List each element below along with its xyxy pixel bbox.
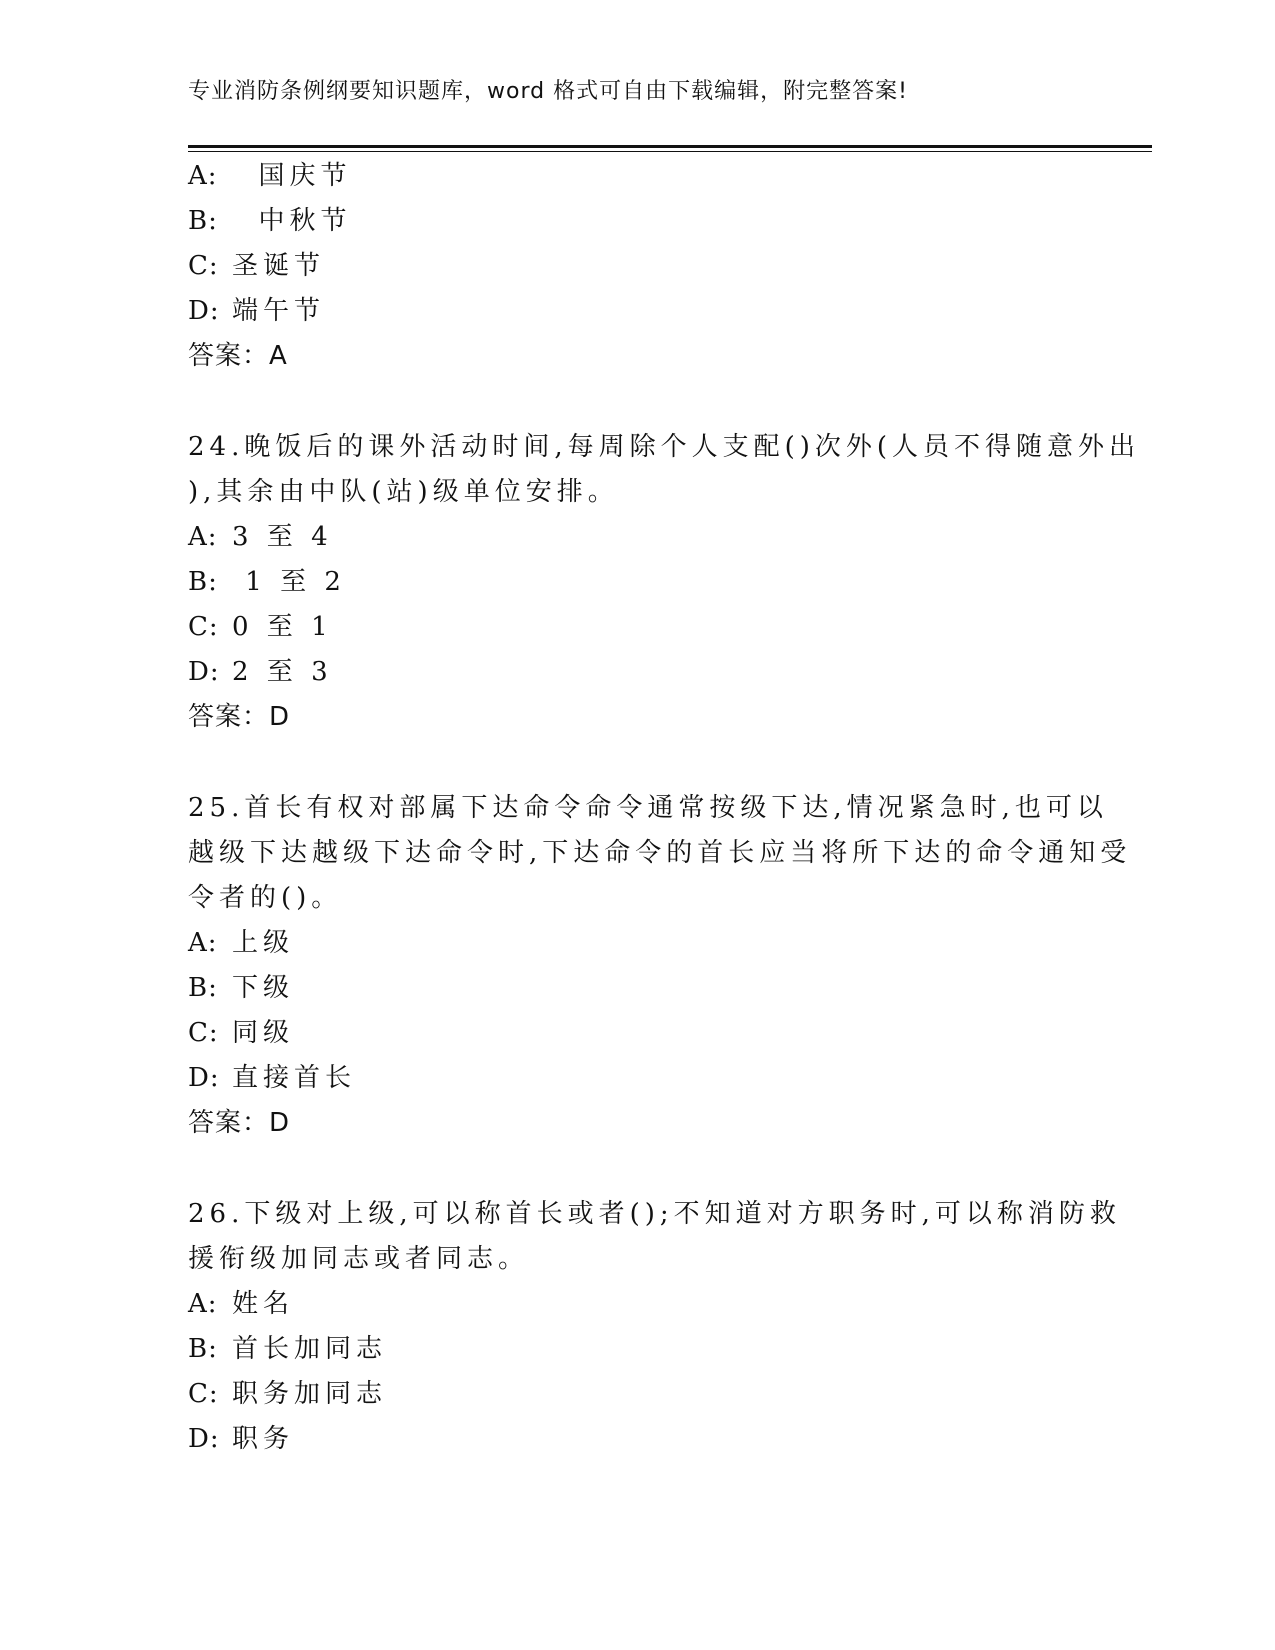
option-letter: B: — [188, 206, 218, 236]
option-text: 中秋节 — [232, 206, 352, 236]
option-letter: C: — [188, 1018, 219, 1048]
option-b — [188, 972, 294, 1004]
page-header: 专业消防条例纲要知识题库，word 格式可自由下载编辑，附完整答案! — [188, 79, 908, 104]
option-text: 1 至 2 — [232, 567, 346, 597]
option-letter: C: — [188, 251, 219, 281]
option-letter: B: — [188, 973, 218, 1003]
option-d — [188, 1423, 294, 1455]
question-text: 26.下级对上级,可以称首长或者();不知道对方职务时,可以称消防救 — [188, 1199, 1121, 1229]
option-a — [188, 1288, 294, 1320]
option-letter: C: — [188, 612, 219, 642]
option-letter: A: — [188, 1289, 218, 1319]
option-c — [188, 250, 325, 282]
option-text: 直接首长 — [232, 1063, 357, 1093]
option-letter: D: — [188, 657, 220, 687]
option-letter: D: — [188, 1063, 220, 1093]
option-letter: B: — [188, 567, 218, 597]
option-c — [188, 1017, 294, 1049]
question-text: 援衔级加同志或者同志。 — [188, 1244, 530, 1274]
option-text: 国庆节 — [232, 161, 352, 191]
option-letter: B: — [188, 1334, 218, 1364]
option-text: 职务 — [232, 1424, 295, 1454]
option-d — [188, 656, 333, 688]
option-b — [188, 1333, 387, 1365]
option-letter: A: — [188, 161, 218, 191]
option-letter: D: — [188, 1424, 220, 1454]
option-letter: C: — [188, 1379, 219, 1409]
answer: 答案：A — [188, 341, 288, 371]
option-text: 0 至 1 — [232, 612, 333, 642]
option-letter: D: — [188, 296, 220, 326]
header-rule-thin — [188, 151, 1152, 152]
option-text: 2 至 3 — [232, 657, 333, 687]
option-d — [188, 1062, 356, 1094]
option-letter: A: — [188, 928, 218, 958]
option-text: 首长加同志 — [232, 1334, 388, 1364]
question-text: 越级下达越级下达命令时,下达命令的首长应当将所下达的命令通知受 — [188, 838, 1132, 868]
option-a — [188, 521, 333, 553]
option-d — [188, 295, 325, 327]
question-text: 25.首长有权对部属下达命令命令通常按级下达,情况紧急时,也可以 — [188, 793, 1108, 823]
option-text: 端午节 — [232, 296, 326, 326]
option-text: 上级 — [232, 928, 295, 958]
option-a — [188, 160, 352, 192]
option-text: 职务加同志 — [232, 1379, 388, 1409]
option-b — [188, 205, 352, 237]
option-letter: A: — [188, 522, 218, 552]
question-text: 令者的()。 — [188, 883, 343, 913]
answer: 答案：D — [188, 702, 291, 732]
option-text: 姓名 — [232, 1289, 295, 1319]
option-text: 圣诞节 — [232, 251, 326, 281]
header-rule-thick — [188, 145, 1152, 148]
option-text: 下级 — [232, 973, 295, 1003]
option-text: 3 至 4 — [232, 522, 333, 552]
answer: 答案：D — [188, 1108, 291, 1138]
question-text: ),其余由中队(站)级单位安排。 — [188, 477, 619, 507]
question-text: 24.晚饭后的课外活动时间,每周除个人支配()次外(人员不得随意外出 — [188, 432, 1141, 462]
option-c — [188, 611, 333, 643]
option-text: 同级 — [232, 1018, 295, 1048]
option-b — [188, 566, 346, 598]
option-c — [188, 1378, 387, 1410]
option-a — [188, 927, 294, 959]
